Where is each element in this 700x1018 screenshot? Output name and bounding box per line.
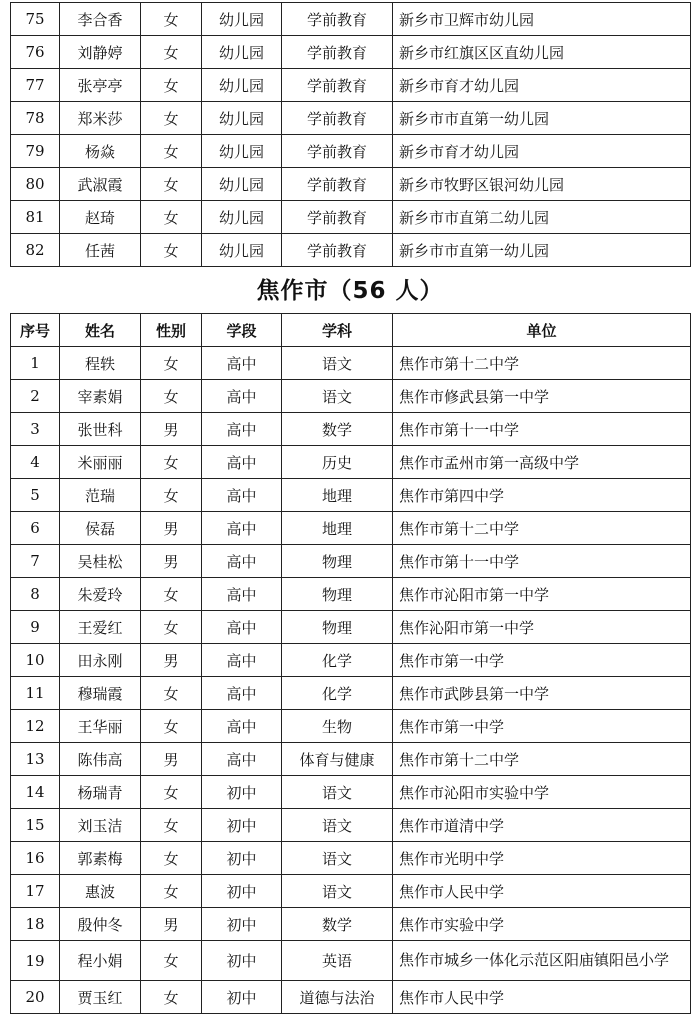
cell-unit: 焦作市第十二中学: [393, 512, 691, 545]
cell-unit: 焦作市第一中学: [393, 710, 691, 743]
cell-no: 8: [11, 578, 60, 611]
cell-subject: 数学: [282, 413, 393, 446]
cell-unit: 焦作市城乡一体化示范区阳庙镇阳邑小学: [393, 941, 691, 981]
cell-gender: 女: [141, 135, 202, 168]
cell-subject: 化学: [282, 644, 393, 677]
cell-subject: 化学: [282, 677, 393, 710]
cell-subject: 学前教育: [282, 69, 393, 102]
table-row: [11, 168, 691, 201]
cell-unit: 焦作市沁阳市第一中学: [393, 578, 691, 611]
cell-unit: 焦作市第十一中学: [393, 545, 691, 578]
cell-subject: 生物: [282, 710, 393, 743]
cell-name: 田永刚: [60, 644, 141, 677]
cell-no: 80: [11, 168, 60, 201]
cell-no: 13: [11, 743, 60, 776]
table-row: [11, 3, 691, 36]
cell-unit: 新乡市市直第一幼儿园: [393, 102, 691, 135]
cell-subject: 语文: [282, 347, 393, 380]
cell-no: 77: [11, 69, 60, 102]
cell-gender: 女: [141, 380, 202, 413]
section-heading-jiaozuo: 焦作市（56 人）: [256, 278, 444, 304]
cell-stage: 高中: [202, 479, 282, 512]
table-row: [11, 776, 691, 809]
table-row: [11, 908, 691, 941]
cell-gender: 男: [141, 908, 202, 941]
cell-gender: 女: [141, 981, 202, 1014]
cell-gender: 女: [141, 446, 202, 479]
cell-no: 78: [11, 102, 60, 135]
cell-subject: 学前教育: [282, 102, 393, 135]
cell-gender: 女: [141, 201, 202, 234]
cell-no: 11: [11, 677, 60, 710]
cell-stage: 初中: [202, 809, 282, 842]
cell-stage: 幼儿园: [202, 36, 282, 69]
cell-name: 张亭亭: [60, 69, 141, 102]
cell-subject: 学前教育: [282, 168, 393, 201]
cell-name: 刘玉洁: [60, 809, 141, 842]
header-gender: 性别: [141, 314, 202, 347]
cell-unit: 新乡市育才幼儿园: [393, 69, 691, 102]
cell-no: 76: [11, 36, 60, 69]
cell-gender: 女: [141, 479, 202, 512]
cell-stage: 初中: [202, 908, 282, 941]
cell-stage: 初中: [202, 941, 282, 981]
cell-no: 75: [11, 3, 60, 36]
table-row: [11, 809, 691, 842]
cell-subject: 数学: [282, 908, 393, 941]
table-row: [11, 578, 691, 611]
cell-subject: 历史: [282, 446, 393, 479]
cell-name: 穆瑞霞: [60, 677, 141, 710]
table-row: [11, 347, 691, 380]
table-row: [11, 644, 691, 677]
cell-name: 惠波: [60, 875, 141, 908]
cell-name: 陈伟高: [60, 743, 141, 776]
cell-no: 82: [11, 234, 60, 267]
table-row: [11, 875, 691, 908]
cell-unit: 焦作市道清中学: [393, 809, 691, 842]
cell-no: 3: [11, 413, 60, 446]
cell-unit: 焦作市孟州市第一高级中学: [393, 446, 691, 479]
cell-unit: 新乡市育才幼儿园: [393, 135, 691, 168]
cell-gender: 女: [141, 611, 202, 644]
cell-stage: 幼儿园: [202, 102, 282, 135]
cell-no: 17: [11, 875, 60, 908]
cell-subject: 道德与法治: [282, 981, 393, 1014]
cell-subject: 物理: [282, 578, 393, 611]
cell-stage: 高中: [202, 446, 282, 479]
cell-unit: 新乡市市直第一幼儿园: [393, 234, 691, 267]
cell-no: 5: [11, 479, 60, 512]
table-row: [11, 234, 691, 267]
cell-gender: 女: [141, 102, 202, 135]
cell-gender: 男: [141, 545, 202, 578]
cell-no: 18: [11, 908, 60, 941]
cell-stage: 高中: [202, 380, 282, 413]
table-row: [11, 102, 691, 135]
cell-unit: 新乡市市直第二幼儿园: [393, 201, 691, 234]
cell-gender: 女: [141, 809, 202, 842]
cell-name: 殷仲冬: [60, 908, 141, 941]
cell-subject: 语文: [282, 776, 393, 809]
table-row: [11, 413, 691, 446]
cell-subject: 语文: [282, 842, 393, 875]
cell-stage: 高中: [202, 710, 282, 743]
cell-stage: 幼儿园: [202, 201, 282, 234]
table-row: [11, 743, 691, 776]
cell-name: 任茜: [60, 234, 141, 267]
cell-subject: 语文: [282, 809, 393, 842]
cell-subject: 地理: [282, 479, 393, 512]
table-row: [11, 380, 691, 413]
cell-no: 9: [11, 611, 60, 644]
cell-unit: 焦作市沁阳市实验中学: [393, 776, 691, 809]
cell-no: 12: [11, 710, 60, 743]
cell-name: 贾玉红: [60, 981, 141, 1014]
cell-subject: 物理: [282, 611, 393, 644]
cell-gender: 女: [141, 776, 202, 809]
cell-no: 15: [11, 809, 60, 842]
table-row: [11, 512, 691, 545]
cell-no: 4: [11, 446, 60, 479]
cell-gender: 男: [141, 512, 202, 545]
cell-name: 武淑霞: [60, 168, 141, 201]
cell-subject: 物理: [282, 545, 393, 578]
header-stage: 学段: [202, 314, 282, 347]
table-row: [11, 135, 691, 168]
table-row: [11, 981, 691, 1014]
cell-subject: 地理: [282, 512, 393, 545]
cell-gender: 女: [141, 3, 202, 36]
cell-unit: 焦作市修武县第一中学: [393, 380, 691, 413]
cell-unit: 焦作市第十二中学: [393, 347, 691, 380]
table-row: [11, 36, 691, 69]
cell-name: 程小娟: [60, 941, 141, 981]
table-row: [11, 201, 691, 234]
cell-stage: 幼儿园: [202, 135, 282, 168]
cell-stage: 高中: [202, 413, 282, 446]
cell-name: 杨焱: [60, 135, 141, 168]
cell-gender: 女: [141, 710, 202, 743]
table-row: [11, 545, 691, 578]
cell-unit: 焦作市第十二中学: [393, 743, 691, 776]
cell-unit: 焦作市光明中学: [393, 842, 691, 875]
cell-stage: 高中: [202, 644, 282, 677]
cell-no: 79: [11, 135, 60, 168]
cell-name: 郭素梅: [60, 842, 141, 875]
table-row: [11, 842, 691, 875]
cell-subject: 学前教育: [282, 3, 393, 36]
cell-no: 7: [11, 545, 60, 578]
cell-stage: 幼儿园: [202, 69, 282, 102]
cell-name: 吴桂松: [60, 545, 141, 578]
header-subject: 学科: [282, 314, 393, 347]
cell-name: 宰素娟: [60, 380, 141, 413]
cell-no: 14: [11, 776, 60, 809]
cell-subject: 英语: [282, 941, 393, 981]
cell-gender: 女: [141, 69, 202, 102]
cell-subject: 学前教育: [282, 201, 393, 234]
cell-gender: 女: [141, 941, 202, 981]
cell-gender: 男: [141, 743, 202, 776]
table-row: [11, 677, 691, 710]
jiaozuo-teacher-table: [10, 313, 691, 1014]
cell-unit: 焦作市第十一中学: [393, 413, 691, 446]
cell-no: 2: [11, 380, 60, 413]
cell-unit: 焦作市实验中学: [393, 908, 691, 941]
cell-stage: 幼儿园: [202, 3, 282, 36]
cell-unit: 焦作市人民中学: [393, 981, 691, 1014]
cell-no: 6: [11, 512, 60, 545]
cell-unit: 新乡市牧野区银河幼儿园: [393, 168, 691, 201]
cell-name: 米丽丽: [60, 446, 141, 479]
cell-stage: 幼儿园: [202, 168, 282, 201]
cell-stage: 初中: [202, 776, 282, 809]
previous-city-table-continuation: [10, 2, 691, 267]
cell-name: 王华丽: [60, 710, 141, 743]
cell-no: 1: [11, 347, 60, 380]
table-row: [11, 941, 691, 981]
cell-unit: 焦作沁阳市第一中学: [393, 611, 691, 644]
cell-gender: 男: [141, 413, 202, 446]
cell-unit: 焦作市第一中学: [393, 644, 691, 677]
cell-subject: 学前教育: [282, 36, 393, 69]
cell-name: 杨瑞青: [60, 776, 141, 809]
cell-gender: 女: [141, 578, 202, 611]
cell-no: 16: [11, 842, 60, 875]
header-unit: 单位: [393, 314, 691, 347]
cell-gender: 男: [141, 644, 202, 677]
cell-no: 20: [11, 981, 60, 1014]
header-name: 姓名: [60, 314, 141, 347]
cell-name: 王爱红: [60, 611, 141, 644]
cell-name: 侯磊: [60, 512, 141, 545]
cell-stage: 高中: [202, 743, 282, 776]
cell-unit: 焦作市人民中学: [393, 875, 691, 908]
cell-name: 李合香: [60, 3, 141, 36]
cell-gender: 女: [141, 677, 202, 710]
cell-unit: 焦作市第四中学: [393, 479, 691, 512]
table-row: [11, 69, 691, 102]
cell-name: 程轶: [60, 347, 141, 380]
cell-subject: 学前教育: [282, 135, 393, 168]
table-row: [11, 446, 691, 479]
cell-no: 81: [11, 201, 60, 234]
cell-stage: 幼儿园: [202, 234, 282, 267]
cell-stage: 初中: [202, 842, 282, 875]
cell-gender: 女: [141, 234, 202, 267]
cell-gender: 女: [141, 36, 202, 69]
cell-subject: 语文: [282, 380, 393, 413]
cell-stage: 初中: [202, 981, 282, 1014]
cell-gender: 女: [141, 875, 202, 908]
table-row: [11, 611, 691, 644]
table-row: [11, 479, 691, 512]
cell-unit: 新乡市红旗区区直幼儿园: [393, 36, 691, 69]
cell-no: 19: [11, 941, 60, 981]
cell-subject: 语文: [282, 875, 393, 908]
cell-stage: 高中: [202, 545, 282, 578]
cell-name: 刘静婷: [60, 36, 141, 69]
cell-subject: 学前教育: [282, 234, 393, 267]
cell-stage: 高中: [202, 512, 282, 545]
cell-name: 张世科: [60, 413, 141, 446]
table-row: [11, 710, 691, 743]
cell-name: 朱爱玲: [60, 578, 141, 611]
cell-gender: 女: [141, 168, 202, 201]
cell-stage: 高中: [202, 611, 282, 644]
cell-stage: 高中: [202, 677, 282, 710]
header-no: 序号: [11, 314, 60, 347]
cell-name: 赵琦: [60, 201, 141, 234]
cell-name: 范瑞: [60, 479, 141, 512]
cell-gender: 女: [141, 842, 202, 875]
cell-stage: 高中: [202, 347, 282, 380]
table-header-row: [11, 314, 691, 347]
cell-gender: 女: [141, 347, 202, 380]
cell-stage: 高中: [202, 578, 282, 611]
cell-subject: 体育与健康: [282, 743, 393, 776]
cell-unit: 新乡市卫辉市幼儿园: [393, 3, 691, 36]
cell-stage: 初中: [202, 875, 282, 908]
cell-unit: 焦作市武陟县第一中学: [393, 677, 691, 710]
cell-no: 10: [11, 644, 60, 677]
cell-name: 郑米莎: [60, 102, 141, 135]
